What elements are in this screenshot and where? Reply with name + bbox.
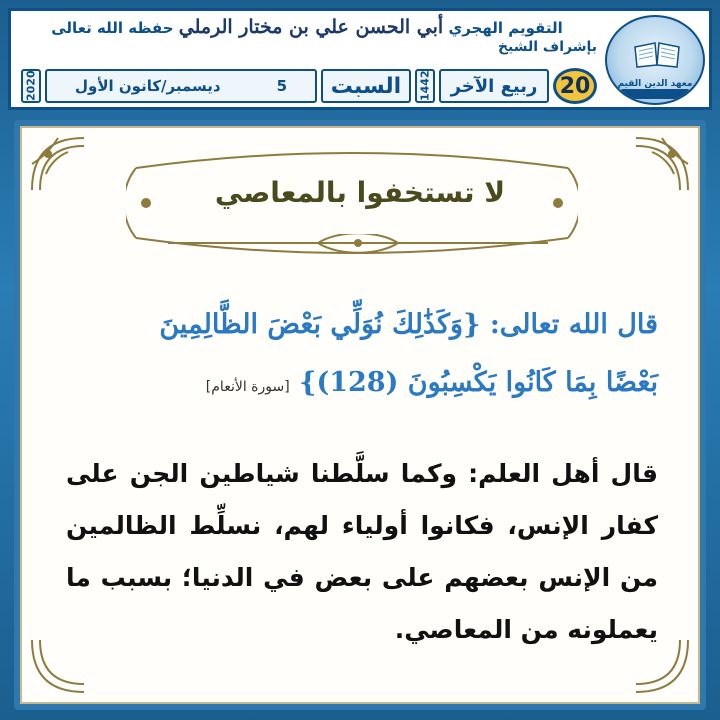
greg-month: ديسمبر/كانون الأول bbox=[74, 77, 221, 95]
tafsir-text: قال أهل العلم: وكما سلَّطنا شياطين الجن على كفار الإنس، فكانوا أولياء لهم، نسلِّط الظالمين من الإنس بعضهم على بعض في الدنيا؛ بسبب ما يعملونه من المعاصي. bbox=[66, 459, 658, 644]
hijri-day: 20 bbox=[553, 68, 597, 104]
supervision-label: بإشراف الشيخ bbox=[497, 38, 597, 55]
scholar-name: أبي الحسن علي بن مختار الرملي bbox=[178, 16, 444, 38]
honorific: حفظه الله تعالى bbox=[51, 19, 174, 37]
verse-line-1: قال الله تعالى: {وَكَذَٰلِكَ نُوَلِّي بَعْضَ الظَّالِمِينَ bbox=[159, 309, 658, 340]
greg-year: 2020 bbox=[21, 69, 41, 103]
weekday: السبت bbox=[321, 69, 411, 103]
hijri-month: ربيع الآخر bbox=[439, 69, 549, 103]
header-title bbox=[17, 17, 597, 61]
content-card bbox=[20, 126, 700, 704]
hijri-year: 1442 bbox=[415, 69, 435, 103]
logo-label: معهد الدين القيم bbox=[617, 79, 693, 89]
calendar-header bbox=[8, 8, 712, 110]
card-heading: لا تستخفوا بالمعاصي bbox=[214, 176, 506, 209]
title-prefix: التقويم الهجري bbox=[448, 19, 563, 37]
gregorian-date bbox=[45, 69, 317, 103]
date-row bbox=[17, 67, 597, 105]
divider-ornament-icon bbox=[168, 234, 548, 252]
verse-line-2: بَعْضًا بِمَا كَانُوا يَكْسِبُونَ (128)} bbox=[299, 367, 658, 398]
quran-verse bbox=[72, 296, 658, 416]
institute-logo bbox=[605, 15, 705, 105]
corner-ornament-icon bbox=[632, 134, 692, 194]
greg-day: 5 bbox=[276, 77, 288, 95]
content-card-frame bbox=[14, 120, 706, 710]
surah-reference: [سورة الأنعام] bbox=[205, 379, 290, 395]
corner-ornament-icon bbox=[28, 134, 88, 194]
logo-banner bbox=[621, 89, 689, 99]
open-book-icon bbox=[633, 41, 681, 69]
